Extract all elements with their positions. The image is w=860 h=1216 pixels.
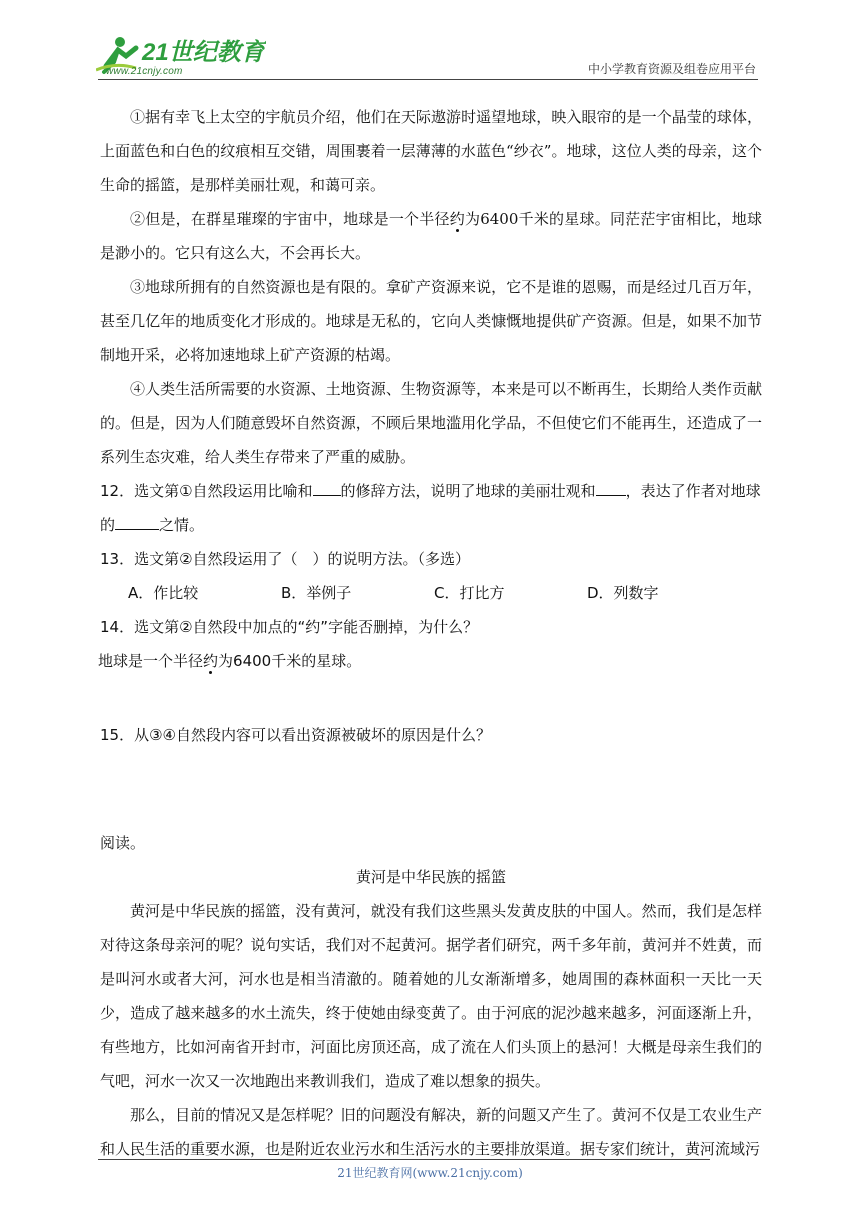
option-a[interactable]: A．作比较 <box>128 584 199 602</box>
page-header <box>0 0 860 84</box>
reading-label: 阅读。 <box>100 834 146 852</box>
site-domain: www.21cnjy.com <box>106 66 183 77</box>
dotted-char: 约 <box>449 210 465 228</box>
question-15: 15．从③④自然段内容可以看出资源被破坏的原因是什么？ <box>100 726 491 744</box>
platform-name: 中小学教育资源及组卷应用平台 <box>587 62 756 76</box>
dotted-char: 约 <box>203 652 219 670</box>
question-14: 14．选文第②自然段中加点的“约”字能否删掉，为什么？ <box>100 618 479 636</box>
paragraph-1: ①据有幸飞上太空的宇航员介绍，他们在天际遨游时遥望地球，映入眼帘的是一个晶莹的球体，上面蓝色和白色的纹痕相互交错，周围裹着一层薄薄的水蓝色“纱衣”。地球，这位人类的母亲，这个生命的摇篮，是那样美丽壮观，和蔼可亲。 <box>100 108 762 194</box>
answer-space[interactable] <box>100 678 762 718</box>
question-13-options <box>100 576 762 610</box>
answer-blank[interactable] <box>115 514 159 530</box>
reading-paragraph-1: 黄河是中华民族的摇篮，没有黄河，就没有我们这些黑头发黄皮肤的中国人。然而，我们是怎样对待这条母亲河的呢？说句实话，我们对不起黄河。据学者们研究，两千多年前，黄河并不姓黄，而是叫河水或者大河，河水也是相当清澈的。随着她的儿女渐渐增多，她周围的森林面积一天比一天少，造成了越来越多的水土流失，终于使她由绿变黄了。由于河底的泥沙越来越多，河面逐渐上升，有些地方，比如河南省开封市，河面比房顶还高，成了流在人们头顶上的悬河！大概是母亲生我们的气吧，河水一次又一次地跑出来教训我们，造成了难以想象的损失。 <box>100 902 762 1090</box>
question-14-quote: 地球是一个半径约为6400千米的星球。 <box>98 652 362 670</box>
answer-space[interactable] <box>100 752 762 826</box>
option-c[interactable]: C．打比方 <box>434 584 505 602</box>
reading-title: 黄河是中华民族的摇篮 <box>355 868 506 886</box>
paragraph-2: ②但是，在群星璀璨的宇宙中，地球是一个半径约为6400千米的星球。同茫茫宇宙相比，地球是渺小的。它只有这么大，不会再长大。 <box>100 210 762 262</box>
answer-blank[interactable] <box>596 480 626 496</box>
logo-text: 21世纪教育 <box>142 39 265 66</box>
reading-paragraph-2: 那么，目前的情况又是怎样呢？旧的问题没有解决，新的问题又产生了。黄河不仅是工农业生产和人民生活的重要水源，也是附近农业污水和生活污水的主要排放渠道。据专家们统计，黄河流域污 <box>100 1106 762 1158</box>
question-12: 12．选文第①自然段运用比喻和 的修辞方法，说明了地球的美丽壮观和 ，表达了作者对地球的 之情。 <box>100 482 761 534</box>
option-d[interactable]: D．列数字 <box>587 584 659 602</box>
header-divider <box>98 79 758 80</box>
page-footer: 21世纪教育网(www.21cnjy.com) <box>337 1166 523 1180</box>
paragraph-3: ③地球所拥有的自然资源也是有限的。拿矿产资源来说，它不是谁的恩赐，而是经过几百万年，甚至几亿年的地质变化才形成的。地球是无私的，它向人类慷慨地提供矿产资源。但是，如果不加节制地开采，必将加速地球上矿产资源的枯竭。 <box>100 278 762 364</box>
main-content <box>100 100 762 1166</box>
question-13: 13．选文第②自然段运用了（ ）的说明方法。（多选） <box>100 550 471 568</box>
answer-blank[interactable] <box>313 480 341 496</box>
option-b[interactable]: B．举例子 <box>281 584 352 602</box>
footer-divider <box>98 1159 710 1160</box>
paragraph-4: ④人类生活所需要的水资源、土地资源、生物资源等，本来是可以不断再生，长期给人类作贡献的。但是，因为人们随意毁坏自然资源，不顾后果地滥用化学品，不但使它们不能再生，还造成了一系列生态灾难，给人类生存带来了严重的威胁。 <box>100 380 762 466</box>
